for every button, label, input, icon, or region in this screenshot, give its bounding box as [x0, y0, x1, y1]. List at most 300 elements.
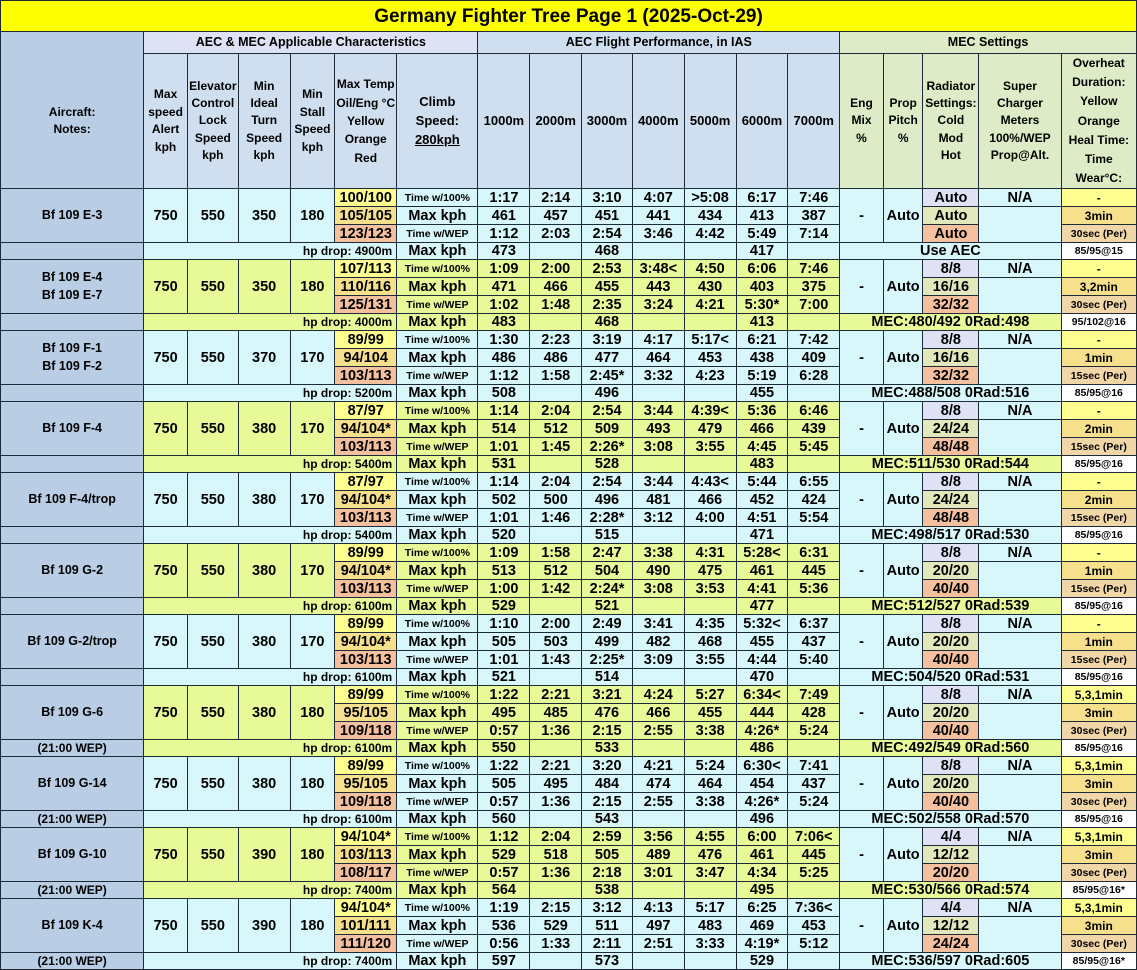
- aircraft-name: [1, 260, 144, 314]
- radiator-value: 24/24: [923, 935, 979, 953]
- wep-kph-cell: 471: [736, 527, 788, 544]
- aircraft-name-text: Bf 109 E-4 Bf 109 E-7: [41, 270, 103, 302]
- prop-pitch-value: Auto: [883, 828, 923, 882]
- hp-drop-text: hp drop: 7400m: [302, 883, 393, 898]
- aircraft-stall: 180: [290, 686, 335, 740]
- wep-kph-empty: [788, 456, 840, 473]
- perf-cell: 466: [736, 420, 788, 438]
- perf-cell: 468: [684, 633, 736, 651]
- wep-kph-cell: 521: [582, 598, 633, 615]
- perf-cell: 0:56: [478, 935, 530, 953]
- row-label: Time w/100%: [397, 189, 478, 207]
- hp-drop-text: hp drop: 6100m: [302, 670, 393, 685]
- prop-pitch-value: Auto: [883, 331, 923, 385]
- perf-cell: 5:24: [684, 757, 736, 775]
- perf-cell: 5:17: [684, 899, 736, 917]
- wep-kph-cell: 417: [736, 243, 788, 260]
- wep-kph-empty: [530, 669, 582, 686]
- aircraft-name: [1, 899, 144, 953]
- perf-cell: 3:12: [632, 509, 684, 527]
- perf-cell: 2:14: [530, 189, 582, 207]
- perf-cell: 5:36: [736, 402, 788, 420]
- hp-drop-text: hp drop: 5400m: [302, 528, 393, 543]
- aircraft-note: [1, 385, 144, 402]
- wep-kph-empty: [788, 527, 840, 544]
- wep-kph-empty: [684, 385, 736, 402]
- aircraft-elevator: 550: [187, 402, 238, 456]
- supercharger-value: N/A: [979, 331, 1061, 349]
- perf-cell: 5:45: [788, 438, 840, 456]
- overheat-value: 3min: [1061, 846, 1136, 864]
- supercharger-value: N/A: [979, 757, 1061, 775]
- row-label: Time w/100%: [397, 686, 478, 704]
- aircraft-stall: 170: [290, 402, 335, 456]
- perf-cell: 469: [736, 917, 788, 935]
- perf-cell: 500: [530, 491, 582, 509]
- supercharger-empty: [979, 491, 1061, 527]
- hp-drop-note: [144, 243, 397, 260]
- wep-kph-empty: [788, 598, 840, 615]
- overheat-value: 30sec (Per): [1061, 864, 1136, 882]
- perf-cell: 1:36: [530, 864, 582, 882]
- row-label: Max kph: [397, 846, 478, 864]
- perf-cell: 5:17<: [684, 331, 736, 349]
- aircraft-name: [1, 828, 144, 882]
- row-label: Time w/WEP: [397, 580, 478, 598]
- perf-cell: 4:21: [684, 296, 736, 314]
- perf-cell: 461: [478, 207, 530, 225]
- perf-cell: 7:06<: [788, 828, 840, 846]
- perf-cell: 489: [632, 846, 684, 864]
- perf-cell: 2:04: [530, 402, 582, 420]
- temp-value: 94/104*: [335, 420, 397, 438]
- perf-cell: 1:42: [530, 580, 582, 598]
- perf-cell: 451: [582, 207, 633, 225]
- perf-cell: 5:24: [788, 793, 840, 811]
- overheat-value: 2min: [1061, 420, 1136, 438]
- aircraft-elevator: 550: [187, 757, 238, 811]
- radiator-value: 40/40: [923, 580, 979, 598]
- aircraft-name: [1, 402, 144, 456]
- radiator-value: 20/20: [923, 704, 979, 722]
- wep-kph-empty: [788, 953, 840, 970]
- prop-pitch-value: Auto: [883, 757, 923, 811]
- wep-kph-empty: [530, 456, 582, 473]
- page-title: Germany Fighter Tree Page 1 (2025-Oct-29): [1, 1, 1137, 32]
- perf-cell: 2:15: [582, 793, 633, 811]
- temp-value: 103/113: [335, 438, 397, 456]
- aircraft-name-text: Bf 109 F-4: [42, 421, 102, 436]
- header-elevator-text: Elevator Control Lock Speed kph: [189, 78, 237, 163]
- row-label: Time w/100%: [397, 331, 478, 349]
- perf-cell: 3:48<: [632, 260, 684, 278]
- header-radiator: [923, 54, 979, 189]
- wep-kph-cell: 486: [736, 740, 788, 757]
- header-alt-6000: 6000m: [736, 54, 788, 189]
- wep-kph-empty: [632, 740, 684, 757]
- perf-cell: 496: [582, 491, 633, 509]
- perf-cell: 1:30: [478, 331, 530, 349]
- perf-cell: 536: [478, 917, 530, 935]
- aircraft-stall: 180: [290, 757, 335, 811]
- aircraft-note: (21:00 WEP): [1, 882, 144, 899]
- wep-kph-empty: [684, 669, 736, 686]
- perf-cell: 2:21: [530, 686, 582, 704]
- perf-cell: 2:03: [530, 225, 582, 243]
- temp-value: 103/113: [335, 651, 397, 669]
- heal-time: 85/95@16: [1061, 598, 1136, 615]
- perf-cell: 512: [530, 562, 582, 580]
- eng-mix-value: -: [840, 331, 884, 385]
- wep-row-label: Max kph: [397, 740, 478, 757]
- aircraft-note: (21:00 WEP): [1, 740, 144, 757]
- overheat-value: 5,3,1min: [1061, 757, 1136, 775]
- perf-cell: 2:54: [582, 473, 633, 491]
- supercharger-empty: [979, 278, 1061, 314]
- temp-value: 110/116: [335, 278, 397, 296]
- radiator-value: 8/8: [923, 544, 979, 562]
- perf-cell: 1:09: [478, 544, 530, 562]
- mec-summary: MEC:512/527 0Rad:539: [840, 598, 1061, 615]
- perf-cell: 3:47: [684, 864, 736, 882]
- row-label: Max kph: [397, 207, 478, 225]
- overheat-value: 3min: [1061, 775, 1136, 793]
- wep-kph-empty: [684, 740, 736, 757]
- heal-time: 85/95@16: [1061, 527, 1136, 544]
- perf-cell: 1:17: [478, 189, 530, 207]
- perf-cell: 455: [582, 278, 633, 296]
- perf-cell: 511: [582, 917, 633, 935]
- group-mec: MEC Settings: [840, 32, 1137, 54]
- temp-value: 107/113: [335, 260, 397, 278]
- temp-value: 103/113: [335, 846, 397, 864]
- mec-summary: MEC:488/508 0Rad:516: [840, 385, 1061, 402]
- perf-cell: 5:27: [684, 686, 736, 704]
- wep-row-label: Max kph: [397, 527, 478, 544]
- perf-cell: 503: [530, 633, 582, 651]
- overheat-value: 1min: [1061, 562, 1136, 580]
- perf-cell: 7:36<: [788, 899, 840, 917]
- perf-cell: 495: [530, 775, 582, 793]
- perf-cell: 529: [530, 917, 582, 935]
- hp-drop-note: [144, 314, 397, 331]
- group-aec-mec: AEC & MEC Applicable Characteristics: [144, 32, 478, 54]
- radiator-value: 20/20: [923, 775, 979, 793]
- header-climb-text: Climb Speed:: [415, 93, 460, 128]
- aircraft-turn: 380: [238, 544, 290, 598]
- perf-cell: 1:09: [478, 260, 530, 278]
- perf-cell: 2:53: [582, 260, 633, 278]
- perf-cell: 2:45*: [582, 367, 633, 385]
- header-alt-2000: 2000m: [530, 54, 582, 189]
- perf-cell: 509: [582, 420, 633, 438]
- perf-cell: 1:36: [530, 793, 582, 811]
- prop-pitch-value: Auto: [883, 473, 923, 527]
- aircraft-stall: 170: [290, 544, 335, 598]
- perf-cell: 409: [788, 349, 840, 367]
- aircraft-max-speed: 750: [144, 615, 188, 669]
- header-alt-7000: 7000m: [788, 54, 840, 189]
- hp-drop-text: hp drop: 5400m: [302, 457, 393, 472]
- wep-kph-empty: [632, 243, 684, 260]
- perf-cell: 444: [736, 704, 788, 722]
- overheat-value: 3min: [1061, 917, 1136, 935]
- wep-kph-empty: [684, 243, 736, 260]
- wep-kph-empty: [632, 527, 684, 544]
- radiator-value: 8/8: [923, 473, 979, 491]
- wep-kph-cell: 529: [478, 598, 530, 615]
- row-label: Max kph: [397, 278, 478, 296]
- mec-summary: MEC:530/566 0Rad:574: [840, 882, 1061, 899]
- eng-mix-value: -: [840, 473, 884, 527]
- perf-cell: 1:58: [530, 544, 582, 562]
- perf-cell: 485: [530, 704, 582, 722]
- radiator-value: 20/20: [923, 562, 979, 580]
- radiator-value: 40/40: [923, 722, 979, 740]
- radiator-value: 40/40: [923, 651, 979, 669]
- wep-kph-cell: 573: [582, 953, 633, 970]
- overheat-value: 15sec (Per): [1061, 367, 1136, 385]
- row-label: Time w/WEP: [397, 935, 478, 953]
- perf-cell: 466: [530, 278, 582, 296]
- supercharger-value: N/A: [979, 260, 1061, 278]
- hp-drop-text: hp drop: 6100m: [302, 599, 393, 614]
- hp-drop-note: [144, 456, 397, 473]
- aircraft-elevator: 550: [187, 331, 238, 385]
- perf-cell: 482: [632, 633, 684, 651]
- aircraft-elevator: 550: [187, 615, 238, 669]
- row-label: Time w/100%: [397, 615, 478, 633]
- group-flight: AEC Flight Performance, in IAS: [478, 32, 840, 54]
- wep-kph-empty: [530, 314, 582, 331]
- aircraft-max-speed: 750: [144, 757, 188, 811]
- perf-cell: 437: [788, 633, 840, 651]
- overheat-value: 15sec (Per): [1061, 651, 1136, 669]
- perf-cell: 6:25: [736, 899, 788, 917]
- perf-cell: 3:24: [632, 296, 684, 314]
- aircraft-stall: 180: [290, 828, 335, 882]
- mec-summary: MEC:511/530 0Rad:544: [840, 456, 1061, 473]
- perf-cell: 457: [530, 207, 582, 225]
- aircraft-name-text: Bf 109 F-4/trop: [28, 492, 116, 507]
- temp-value: 125/131: [335, 296, 397, 314]
- aircraft-name-text: Bf 109 G-14: [37, 776, 107, 791]
- perf-cell: 4:23: [684, 367, 736, 385]
- supercharger-value: N/A: [979, 473, 1061, 491]
- perf-cell: 3:46: [632, 225, 684, 243]
- perf-cell: 430: [684, 278, 736, 296]
- perf-cell: 486: [478, 349, 530, 367]
- eng-mix-value: -: [840, 686, 884, 740]
- wep-kph-cell: 543: [582, 811, 633, 828]
- radiator-value: 8/8: [923, 260, 979, 278]
- radiator-value: 20/20: [923, 633, 979, 651]
- overheat-value: 3,2min: [1061, 278, 1136, 296]
- perf-cell: 2:25*: [582, 651, 633, 669]
- perf-cell: 3:44: [632, 402, 684, 420]
- wep-row-label: Max kph: [397, 598, 478, 615]
- overheat-value: -: [1061, 615, 1136, 633]
- eng-mix-value: -: [840, 615, 884, 669]
- hp-drop-note: [144, 669, 397, 686]
- wep-kph-empty: [632, 385, 684, 402]
- perf-cell: 2:55: [632, 793, 684, 811]
- wep-kph-empty: [530, 740, 582, 757]
- aircraft-max-speed: 750: [144, 260, 188, 314]
- perf-cell: 2:15: [582, 722, 633, 740]
- overheat-value: 30sec (Per): [1061, 296, 1136, 314]
- temp-value: 89/99: [335, 331, 397, 349]
- perf-cell: 3:09: [632, 651, 684, 669]
- aircraft-turn: 380: [238, 686, 290, 740]
- aircraft-turn: 370: [238, 331, 290, 385]
- aircraft-name-text: Bf 109 G-2/trop: [27, 634, 117, 649]
- perf-cell: 7:42: [788, 331, 840, 349]
- perf-cell: 490: [632, 562, 684, 580]
- wep-kph-cell: 483: [478, 314, 530, 331]
- perf-cell: 4:19*: [736, 935, 788, 953]
- supercharger-value: N/A: [979, 899, 1061, 917]
- perf-cell: 0:57: [478, 864, 530, 882]
- aircraft-elevator: 550: [187, 260, 238, 314]
- perf-cell: 2:18: [582, 864, 633, 882]
- perf-cell: 497: [632, 917, 684, 935]
- supercharger-empty: [979, 420, 1061, 456]
- wep-kph-empty: [684, 598, 736, 615]
- aircraft-note: (21:00 WEP): [1, 953, 144, 970]
- header-prop-pitch-text: Prop Pitch %: [888, 96, 918, 145]
- perf-cell: 476: [684, 846, 736, 864]
- aircraft-note: [1, 669, 144, 686]
- perf-cell: 3:38: [684, 793, 736, 811]
- header-climb-speed: 280kph: [414, 131, 460, 147]
- temp-value: 89/99: [335, 615, 397, 633]
- perf-cell: 461: [736, 562, 788, 580]
- perf-cell: 4:26*: [736, 793, 788, 811]
- heal-time: 85/95@16*: [1061, 953, 1136, 970]
- perf-cell: 454: [736, 775, 788, 793]
- aircraft-max-speed: 750: [144, 544, 188, 598]
- supercharger-empty: [979, 775, 1061, 811]
- prop-pitch-value: Auto: [883, 899, 923, 953]
- perf-cell: 1:43: [530, 651, 582, 669]
- perf-cell: 1:14: [478, 402, 530, 420]
- aircraft-stall: 180: [290, 899, 335, 953]
- aircraft-name-text: Bf 109 G-2: [41, 563, 104, 578]
- perf-cell: 529: [478, 846, 530, 864]
- supercharger-empty: [979, 917, 1061, 953]
- supercharger-value: N/A: [979, 189, 1061, 207]
- wep-kph-empty: [530, 811, 582, 828]
- supercharger-empty: [979, 846, 1061, 882]
- perf-cell: 5:32<: [736, 615, 788, 633]
- wep-kph-cell: 470: [736, 669, 788, 686]
- temp-value: 95/105: [335, 775, 397, 793]
- overheat-value: 30sec (Per): [1061, 225, 1136, 243]
- eng-mix-value: -: [840, 544, 884, 598]
- header-supercharger-text: Super Charger Meters 100%/WEP Prop@Alt.: [989, 78, 1051, 163]
- perf-cell: 438: [736, 349, 788, 367]
- header-aircraft: [1, 54, 144, 189]
- perf-cell: 471: [478, 278, 530, 296]
- temp-value: 103/113: [335, 509, 397, 527]
- radiator-value: 12/12: [923, 846, 979, 864]
- prop-pitch-value: Auto: [883, 686, 923, 740]
- perf-cell: 2:15: [530, 899, 582, 917]
- aircraft-name: [1, 757, 144, 811]
- mec-summary: MEC:536/597 0Rad:605: [840, 953, 1061, 970]
- header-eng-mix-text: Eng Mix %: [850, 96, 873, 145]
- row-label: Time w/WEP: [397, 864, 478, 882]
- wep-kph-cell: 508: [478, 385, 530, 402]
- temp-value: 87/97: [335, 473, 397, 491]
- perf-cell: 6:46: [788, 402, 840, 420]
- hp-drop-note: [144, 740, 397, 757]
- temp-value: 94/104*: [335, 633, 397, 651]
- aircraft-note: [1, 243, 144, 260]
- perf-cell: 512: [530, 420, 582, 438]
- wep-kph-cell: 496: [736, 811, 788, 828]
- perf-cell: 5:49: [736, 225, 788, 243]
- perf-cell: 1:22: [478, 757, 530, 775]
- perf-cell: 4:45: [736, 438, 788, 456]
- eng-mix-value: -: [840, 260, 884, 314]
- row-label: Time w/100%: [397, 757, 478, 775]
- perf-cell: 474: [632, 775, 684, 793]
- header-stall: [290, 54, 335, 189]
- wep-kph-cell: 473: [478, 243, 530, 260]
- hp-drop-note: [144, 385, 397, 402]
- header-temp: [335, 54, 397, 189]
- radiator-value: 48/48: [923, 509, 979, 527]
- aircraft-note: [1, 456, 144, 473]
- radiator-value: 16/16: [923, 278, 979, 296]
- temp-value: 89/99: [335, 686, 397, 704]
- header-turn-text: Min Ideal Turn Speed kph: [246, 78, 283, 163]
- prop-pitch-value: Auto: [883, 615, 923, 669]
- perf-cell: 1:45: [530, 438, 582, 456]
- perf-cell: 2:00: [530, 260, 582, 278]
- perf-cell: 1:36: [530, 722, 582, 740]
- perf-cell: 2:55: [632, 722, 684, 740]
- perf-cell: 513: [478, 562, 530, 580]
- header-max-speed-text: Max speed Alert kph: [148, 87, 183, 154]
- eng-mix-value: -: [840, 189, 884, 243]
- prop-pitch-value: Auto: [883, 402, 923, 456]
- perf-cell: >5:08: [684, 189, 736, 207]
- wep-kph-empty: [788, 740, 840, 757]
- row-label: Time w/100%: [397, 260, 478, 278]
- overheat-value: -: [1061, 473, 1136, 491]
- header-overheat: [1061, 54, 1136, 189]
- hp-drop-note: [144, 811, 397, 828]
- overheat-value: 5,3,1min: [1061, 828, 1136, 846]
- wep-kph-empty: [530, 385, 582, 402]
- perf-cell: 3:38: [684, 722, 736, 740]
- perf-cell: 1:12: [478, 225, 530, 243]
- perf-cell: 1:01: [478, 509, 530, 527]
- overheat-value: 3min: [1061, 704, 1136, 722]
- header-aircraft-text: Aircraft: Notes:: [48, 104, 96, 136]
- radiator-value: 32/32: [923, 296, 979, 314]
- temp-value: 94/104: [335, 349, 397, 367]
- overheat-value: 2min: [1061, 491, 1136, 509]
- perf-cell: 7:46: [788, 260, 840, 278]
- row-label: Time w/WEP: [397, 509, 478, 527]
- wep-kph-cell: 533: [582, 740, 633, 757]
- radiator-value: 32/32: [923, 367, 979, 385]
- overheat-value: -: [1061, 189, 1136, 207]
